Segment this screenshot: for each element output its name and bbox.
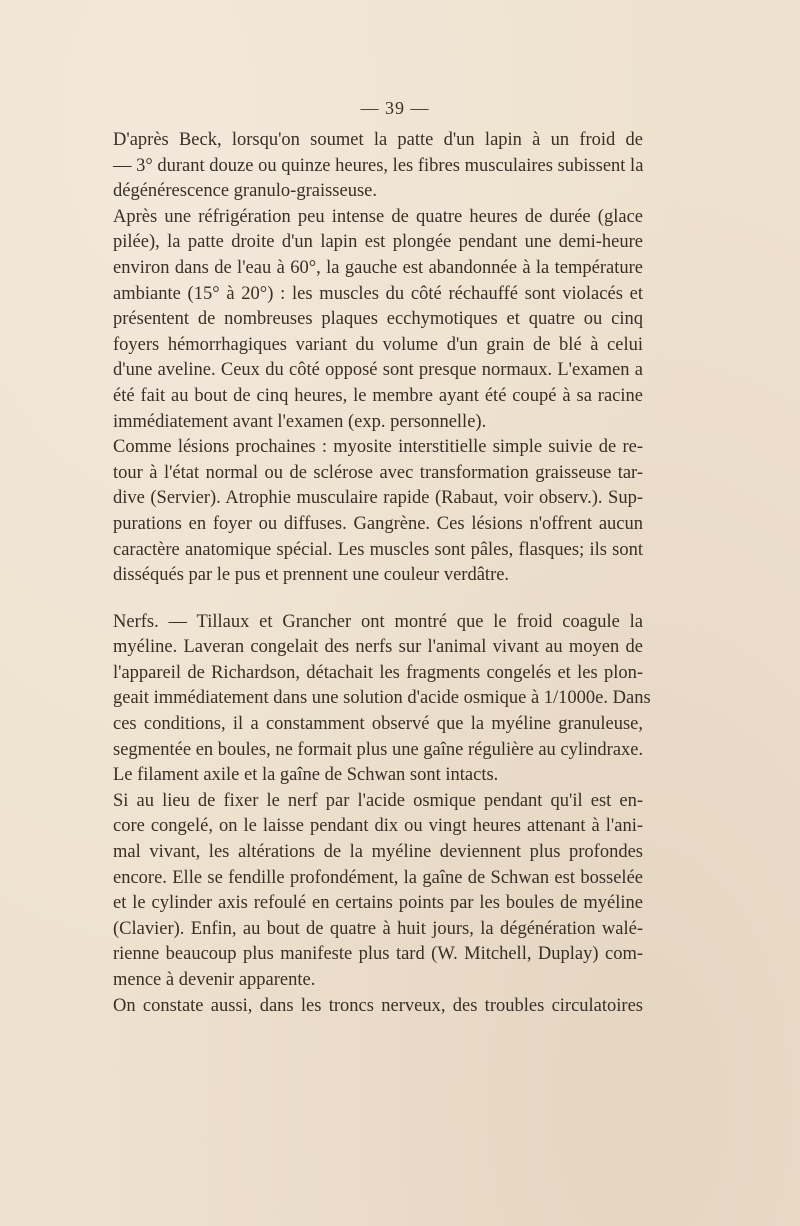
text-line: Comme lésions prochaines : myosite interstitielle simple suivie de re- [113,437,643,458]
text-line: — 3° durant douze ou quinze heures, les fibres musculaires subissent la [113,155,644,176]
section-gap [113,589,643,610]
text-line: l'appareil de Richardson, détachait les fragments congelés et les plon- [113,662,643,683]
text-line: Après une réfrigération peu intense de quatre heures de durée (glace [113,206,643,227]
paragraph-nerfs [113,610,651,789]
text-line-nerfs-heading: Nerfs. — Tillaux et Grancher ont montré que le froid coagule la [113,611,643,632]
text-line: ces conditions, il a constamment observé que la myéline granuleuse, [113,714,643,735]
paragraph [113,789,643,994]
text-line: foyers hémorrhagiques variant du volume d'un grain de blé à celui [113,334,643,355]
text-line: été fait au bout de cinq heures, le membre ayant été coupé à sa racine [113,385,643,406]
text-line: disséqués par le pus et prennent une couleur verdâtre. [113,565,510,586]
text-line: D'après Beck, lorsqu'on soumet la patte d'un lapin à un froid de [113,130,643,150]
text-line: pilée), la patte droite d'un lapin est plongée pendant une demi-heure [113,232,643,253]
text-line: dégénérescence granulo-graisseuse. [113,181,378,202]
text-line: segmentée en boules, ne formait plus une gaîne régulière au cylindraxe. [113,739,644,760]
text-line: (Clavier). Enfin, au bout de quatre à huit jours, la dégénération walé- [113,918,643,939]
text-line: myéline. Laveran congelait des nerfs sur l'animal vivant au moyen de [113,637,643,658]
text-line: core congelé, on le laisse pendant dix ou vingt heures attenant à l'ani- [113,816,643,837]
text-line: caractère anatomique spécial. Les muscles sont pâles, flasques; ils sont [113,539,643,560]
text-line: d'une aveline. Ceux du côté opposé sont presque normaux. L'examen a [113,360,643,381]
book-page [113,98,651,1019]
text-line: dive (Servier). Atrophie musculaire rapide (Rabaut, voir observ.). Sup- [113,488,643,509]
text-line: environ dans de l'eau à 60°, la gauche est abandonnée à la température [113,257,643,278]
text-line: On constate aussi, dans les troncs nerveux, des troubles circulatoires [113,995,643,1016]
paragraph [113,435,643,589]
text-line: présentent de nombreuses plaques ecchymotiques et quatre ou cinq [113,309,643,330]
text-line: mal vivant, les altérations de la myéline deviennent plus profondes [113,842,643,863]
text-line: mence à devenir apparente. [113,970,316,990]
text-line: tour à l'état normal ou de sclérose avec transformation graisseuse tar- [113,462,643,483]
text-line: Le filament axile et la gaîne de Schwan sont intacts. [113,765,499,786]
text-line: rienne beaucoup plus manifeste plus tard (W. Mitchell, Duplay) com- [113,944,643,965]
page-number: — 39 — [360,98,430,118]
text-line: Si au lieu de fixer le nerf par l'acide osmique pendant qu'il est en- [113,790,643,811]
text-line: immédiatement avant l'examen (exp. personnelle). [113,411,487,432]
paragraph [113,205,643,435]
text-line: purations en foyer ou diffuses. Gangrène. Ces lésions n'offrent aucun [113,513,643,534]
text-line: geait immédiatement dans une solution d'acide osmique à 1/1000e. Dans [113,688,651,709]
paragraph [113,128,643,205]
body-text [113,128,651,1019]
paragraph [113,994,643,1020]
text-line: et le cylinder axis refoulé en certains points par les boules de myéline [113,893,643,914]
text-line: ambiante (15° à 20°) : les muscles du côté réchauffé sont violacés et [113,283,643,304]
text-line: encore. Elle se fendille profondément, la gaîne de Schwan est bosselée [113,867,643,888]
